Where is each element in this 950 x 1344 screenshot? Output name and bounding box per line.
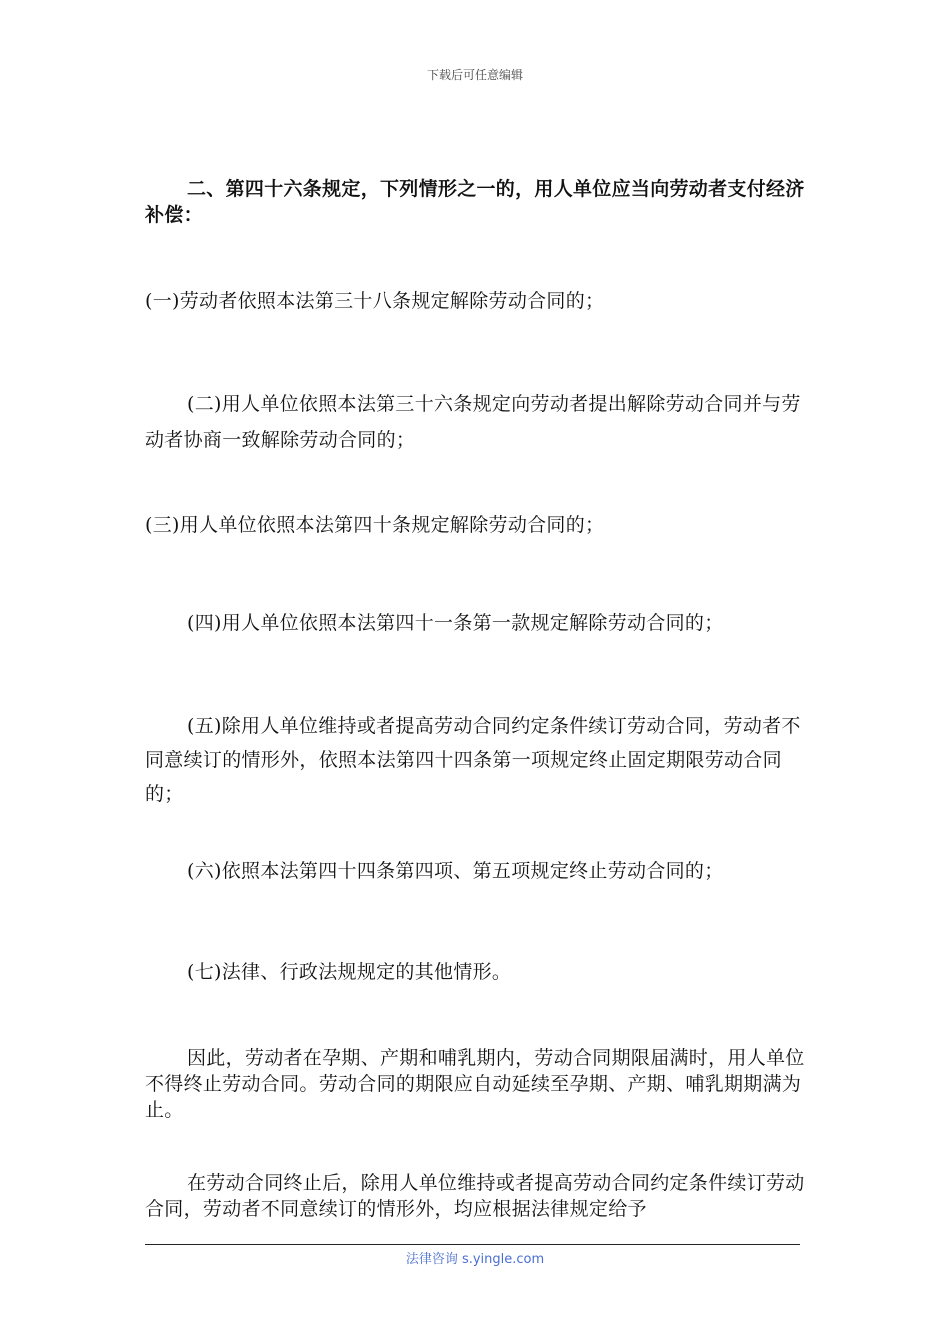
clause-3: (三)用人单位依照本法第四十条规定解除劳动合同的； [145, 514, 605, 536]
footer-divider [145, 1244, 800, 1245]
continuation-paragraph: 在劳动合同终止后，除用人单位维持或者提高劳动合同约定条件续订劳动合同，劳动者不同意续订的情形外，均应根据法律规定给予 [145, 1172, 805, 1220]
clause-1: (一)劳动者依照本法第三十八条规定解除劳动合同的； [145, 290, 605, 312]
footer-link[interactable]: 法律咨询 s.yingle.com [405, 1252, 545, 1267]
clause-5: (五)除用人单位维持或者提高劳动合同约定条件续订劳动合同，劳动者不同意续订的情形外，依照本法第四十四条第一项规定终止固定期限劳动合同的； [145, 715, 801, 805]
clause-6: (六)依照本法第四十四条第四项、第五项规定终止劳动合同的； [187, 860, 724, 882]
clause-4: (四)用人单位依照本法第四十一条第一款规定解除劳动合同的； [187, 612, 724, 634]
clause-7: (七)法律、行政法规规定的其他情形。 [187, 961, 512, 983]
section-heading: 二、第四十六条规定，下列情形之一的，用人单位应当向劳动者支付经济补偿： [145, 178, 805, 226]
clause-2: (二)用人单位依照本法第三十六条规定向劳动者提出解除劳动合同并与劳动者协商一致解除劳动合同的； [145, 393, 801, 451]
page-header: 下载后可任意编辑 [426, 68, 523, 82]
consequence-paragraph: 因此，劳动者在孕期、产期和哺乳期内，劳动合同期限届满时，用人单位不得终止劳动合同。劳动合同的期限应自动延续至孕期、产期、哺乳期期满为止。 [145, 1047, 805, 1121]
